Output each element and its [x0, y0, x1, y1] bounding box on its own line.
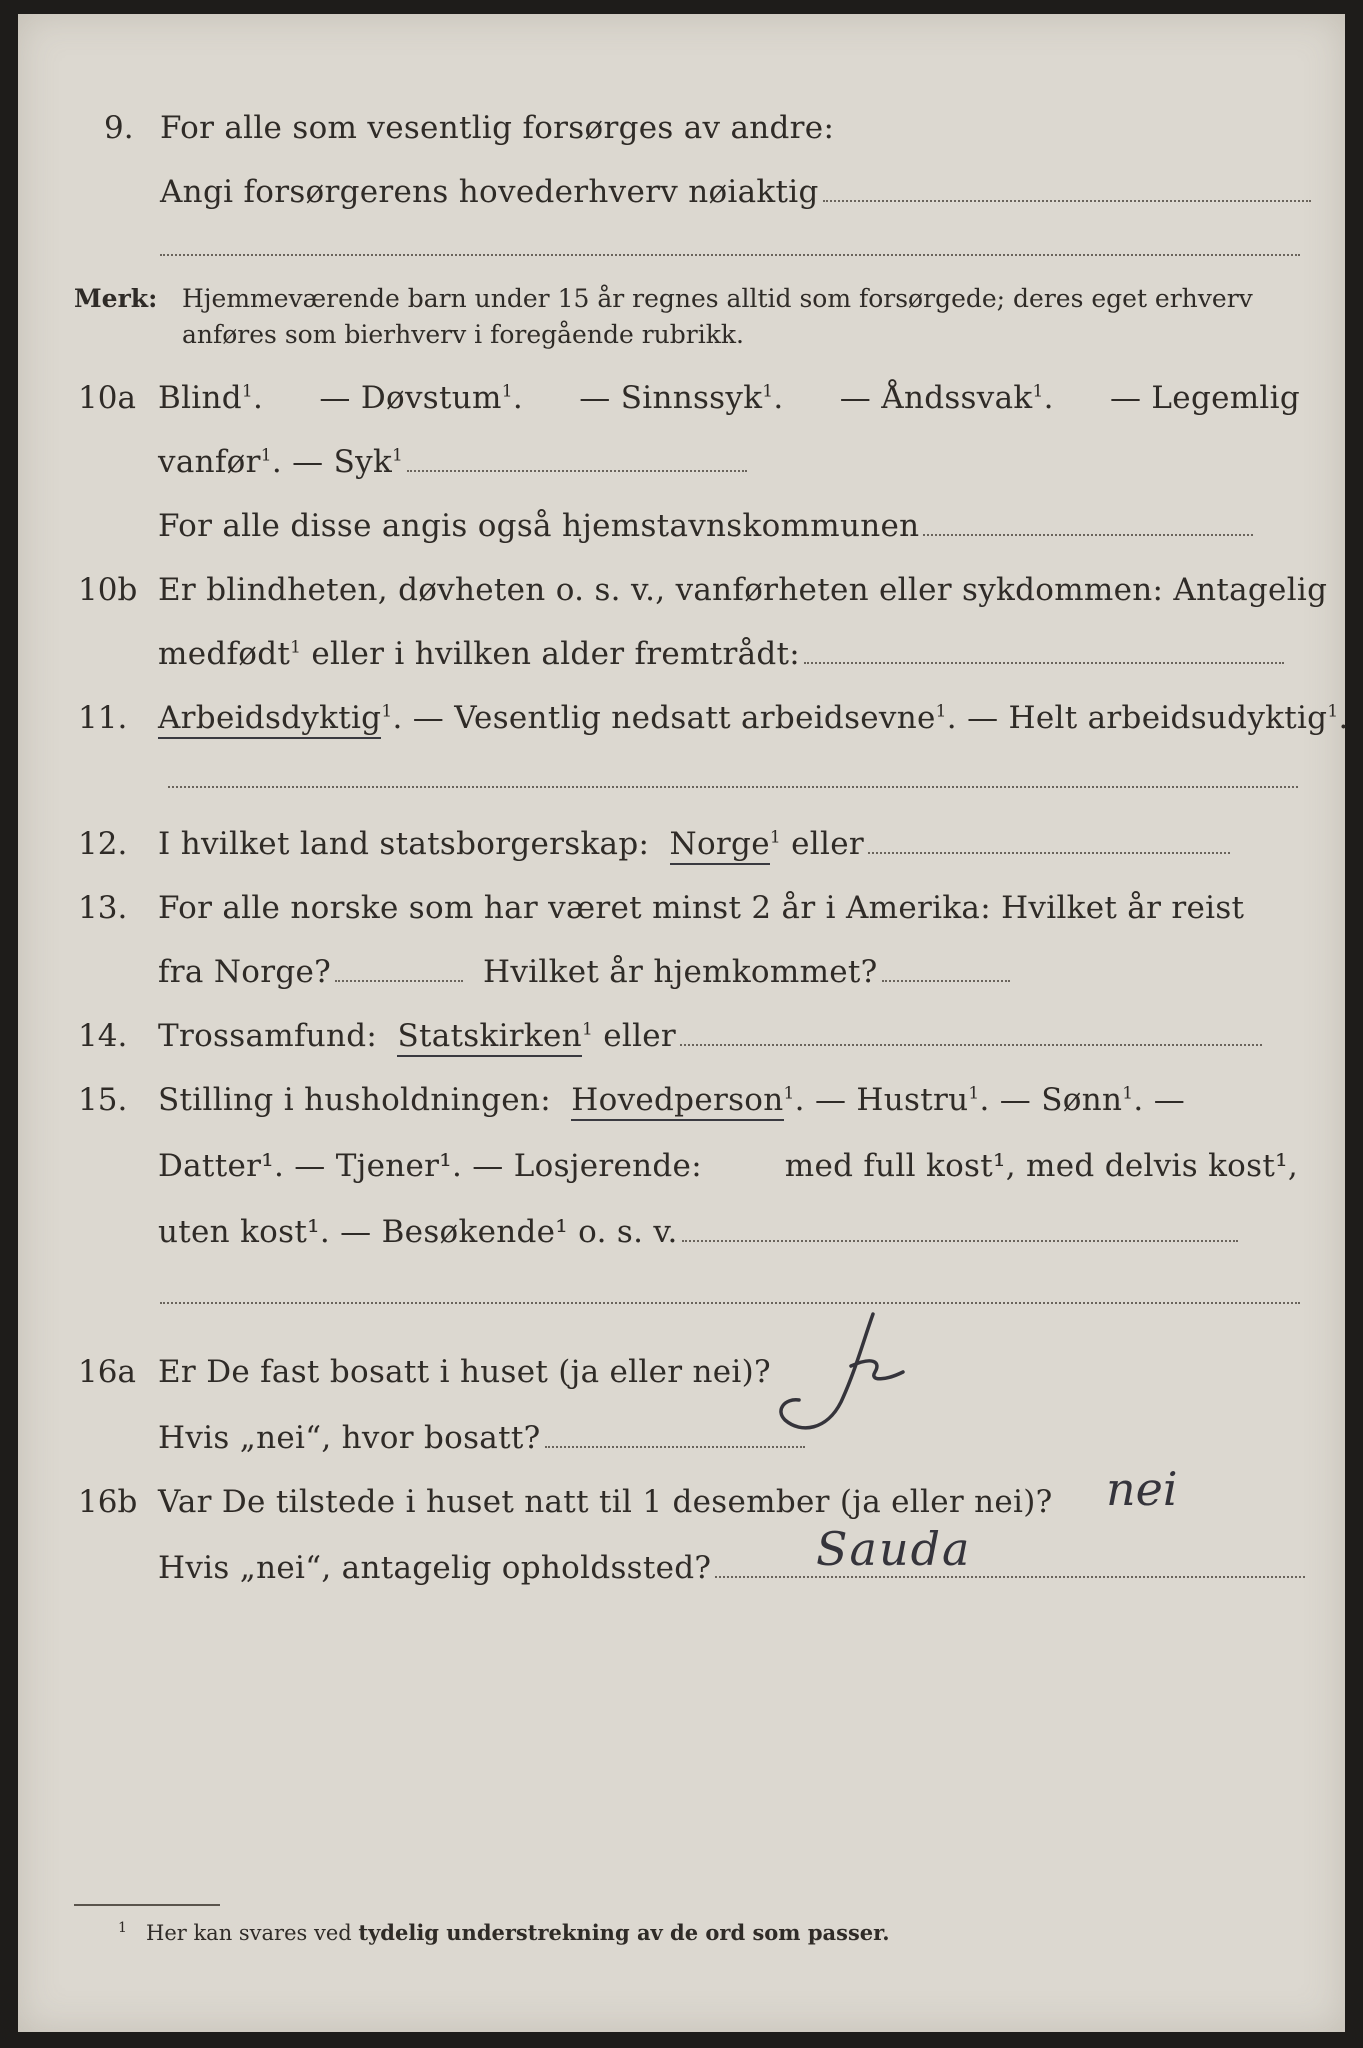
answer-line: [335, 980, 463, 982]
item-16b-line1: Var De tilstede i huset natt til 1 desember (ja eller nei)?: [158, 1484, 1053, 1520]
item-15-label: Stilling i husholdningen:: [158, 1082, 551, 1118]
option-legemlig: — Legemlig: [1109, 380, 1300, 416]
item-13-number: 13.: [78, 890, 128, 926]
item-9-number: 9.: [104, 110, 134, 146]
handwritten-ja: [763, 1302, 963, 1442]
item-15-line2-right: med full kost¹, med delvis kost¹,: [784, 1148, 1298, 1184]
item-16a-line1: Er De fast bosatt i huset (ja eller nei)?: [158, 1354, 771, 1390]
item-10b-alder: eller i hvilken alder fremtrådt:: [301, 636, 801, 672]
option-statskirken: Statskirken: [397, 1018, 581, 1057]
answer-line: [680, 1044, 1262, 1046]
item-12-eller: eller: [780, 826, 864, 862]
answer-line: [882, 980, 1010, 982]
answer-line: [160, 254, 1300, 256]
item-16a-number: 16a: [78, 1354, 136, 1390]
item-15-line1: Stilling i husholdningen: Hovedperson$^1$. — Hustru$^1$. — Sønn$^1$. —: [158, 1082, 1185, 1118]
item-15-line2-left: Datter¹. — Tjener¹. — Losjerende:: [158, 1148, 702, 1184]
option-nedsatt: . — Vesentlig nedsatt arbeidsevne: [392, 700, 936, 736]
item-13-line1: For alle norske som har været minst 2 år i Amerika: Hvilket år reist: [158, 890, 1245, 926]
option-sinnssyk: — Sinnssyk$^1$.: [579, 380, 784, 416]
svg-text:Ja: Ja: [913, 1432, 914, 1433]
item-16a-bosatt: Hvis „nei“, hvor bosatt?: [158, 1420, 541, 1456]
footnote-mark: 1: [118, 1920, 127, 1936]
item-9-line1: For alle som vesentlig forsørges av andre:: [160, 110, 835, 146]
option-udyktig: . — Helt arbeidsudyktig: [946, 700, 1328, 736]
option-vanfor: vanfør: [158, 444, 261, 480]
answer-line: [804, 662, 1284, 664]
item-9-label: Angi forsørgerens hovederhverv nøiaktig: [160, 174, 819, 210]
merk-line1: Hjemmeværende barn under 15 år regnes alltid som forsørgede; deres eget erhverv: [182, 284, 1253, 313]
option-syk: . — Syk: [271, 444, 393, 480]
answer-line: [715, 1576, 1305, 1578]
answer-line: [160, 1302, 1300, 1304]
option-dovstum: — Døvstum$^1$.: [319, 380, 524, 416]
item-15-dash: . —: [1133, 1082, 1186, 1118]
item-16b-number: 16b: [78, 1484, 138, 1520]
item-16a-line2: [158, 1420, 805, 1456]
item-16b-opholdssted: Hvis „nei“, antagelig opholdssted?: [158, 1550, 712, 1586]
item-10b-line2: medfødt$^1$ eller i hvilken alder fremtrådt:: [158, 636, 1284, 672]
answer-line: [168, 786, 1298, 788]
item-10a-line3: [158, 508, 1253, 544]
item-10b-line1: Er blindheten, døvheten o. s. v., vanførheten eller sykdommen: Antagelig: [158, 572, 1328, 608]
item-13-hjemkommet: Hvilket år hjemkommet?: [483, 954, 878, 990]
item-10a-line1: [158, 380, 1300, 416]
option-andssvak: — Åndssvak$^1$.: [839, 380, 1054, 416]
item-10a-line2: vanfør$^1$. — Syk$^1$: [158, 444, 747, 480]
answer-line: [682, 1240, 1238, 1242]
item-12-number: 12.: [78, 826, 128, 862]
item-14-line: Trossamfund: Statskirken$^1$ eller: [158, 1018, 1262, 1054]
item-12-line: I hvilket land statsborgerskap: Norge$^1$ eller: [158, 826, 1230, 862]
item-13-line2: [158, 954, 1010, 990]
item-15-line2: [158, 1148, 1298, 1184]
answer-line: [545, 1446, 805, 1448]
option-hustru: . — Hustru: [794, 1082, 969, 1118]
option-arbeidsdyktig: Arbeidsdyktig: [158, 700, 381, 739]
form-page: [18, 14, 1349, 2032]
handwritten-nei: nei: [1106, 1462, 1178, 1516]
option-medfodt: medfødt: [158, 636, 291, 672]
merk-label: Merk:: [74, 284, 158, 313]
item-14-label: Trossamfund:: [158, 1018, 378, 1054]
item-14-eller: eller: [593, 1018, 677, 1054]
footnote-text: [146, 1920, 890, 1945]
option-norge: Norge: [670, 826, 770, 865]
handwritten-sauda: Sauda: [816, 1522, 972, 1576]
answer-line: [823, 200, 1311, 202]
item-16b-line2: [158, 1550, 1305, 1586]
item-13-reist: fra Norge?: [158, 954, 332, 990]
option-blind: Blind$^1$.: [158, 380, 264, 416]
footnote-divider: [74, 1904, 220, 1906]
answer-line: [923, 534, 1253, 536]
item-9-line2: [160, 174, 1311, 210]
item-11-line: Arbeidsdyktig$^1$. — Vesentlig nedsatt arbeidsevne$^1$. — Helt arbeidsudyktig$^1$.: [158, 700, 1349, 736]
footnote-text-b: tydelig understrekning av de ord som passer.: [358, 1920, 890, 1945]
item-14-number: 14.: [78, 1018, 128, 1054]
option-sonn: . — Sønn: [979, 1082, 1123, 1118]
merk-line2: anføres som bierhverv i foregående rubrikk.: [182, 320, 744, 349]
item-11-number: 11.: [78, 700, 128, 736]
item-10a-number: 10a: [78, 380, 136, 416]
item-10a-hjemstavn: For alle disse angis også hjemstavnskommunen: [158, 508, 920, 544]
item-15-line3-text: uten kost¹. — Besøkende¹ o. s. v.: [158, 1214, 678, 1250]
footnote-text-a: Her kan svares ved: [146, 1921, 359, 1945]
answer-line: [868, 852, 1230, 854]
item-10b-number: 10b: [78, 572, 138, 608]
item-15-number: 15.: [78, 1082, 128, 1118]
answer-line: [407, 470, 747, 472]
item-15-line3: [158, 1214, 1238, 1250]
option-hovedperson: Hovedperson: [571, 1082, 783, 1121]
item-12-label: I hvilket land statsborgerskap:: [158, 826, 650, 862]
